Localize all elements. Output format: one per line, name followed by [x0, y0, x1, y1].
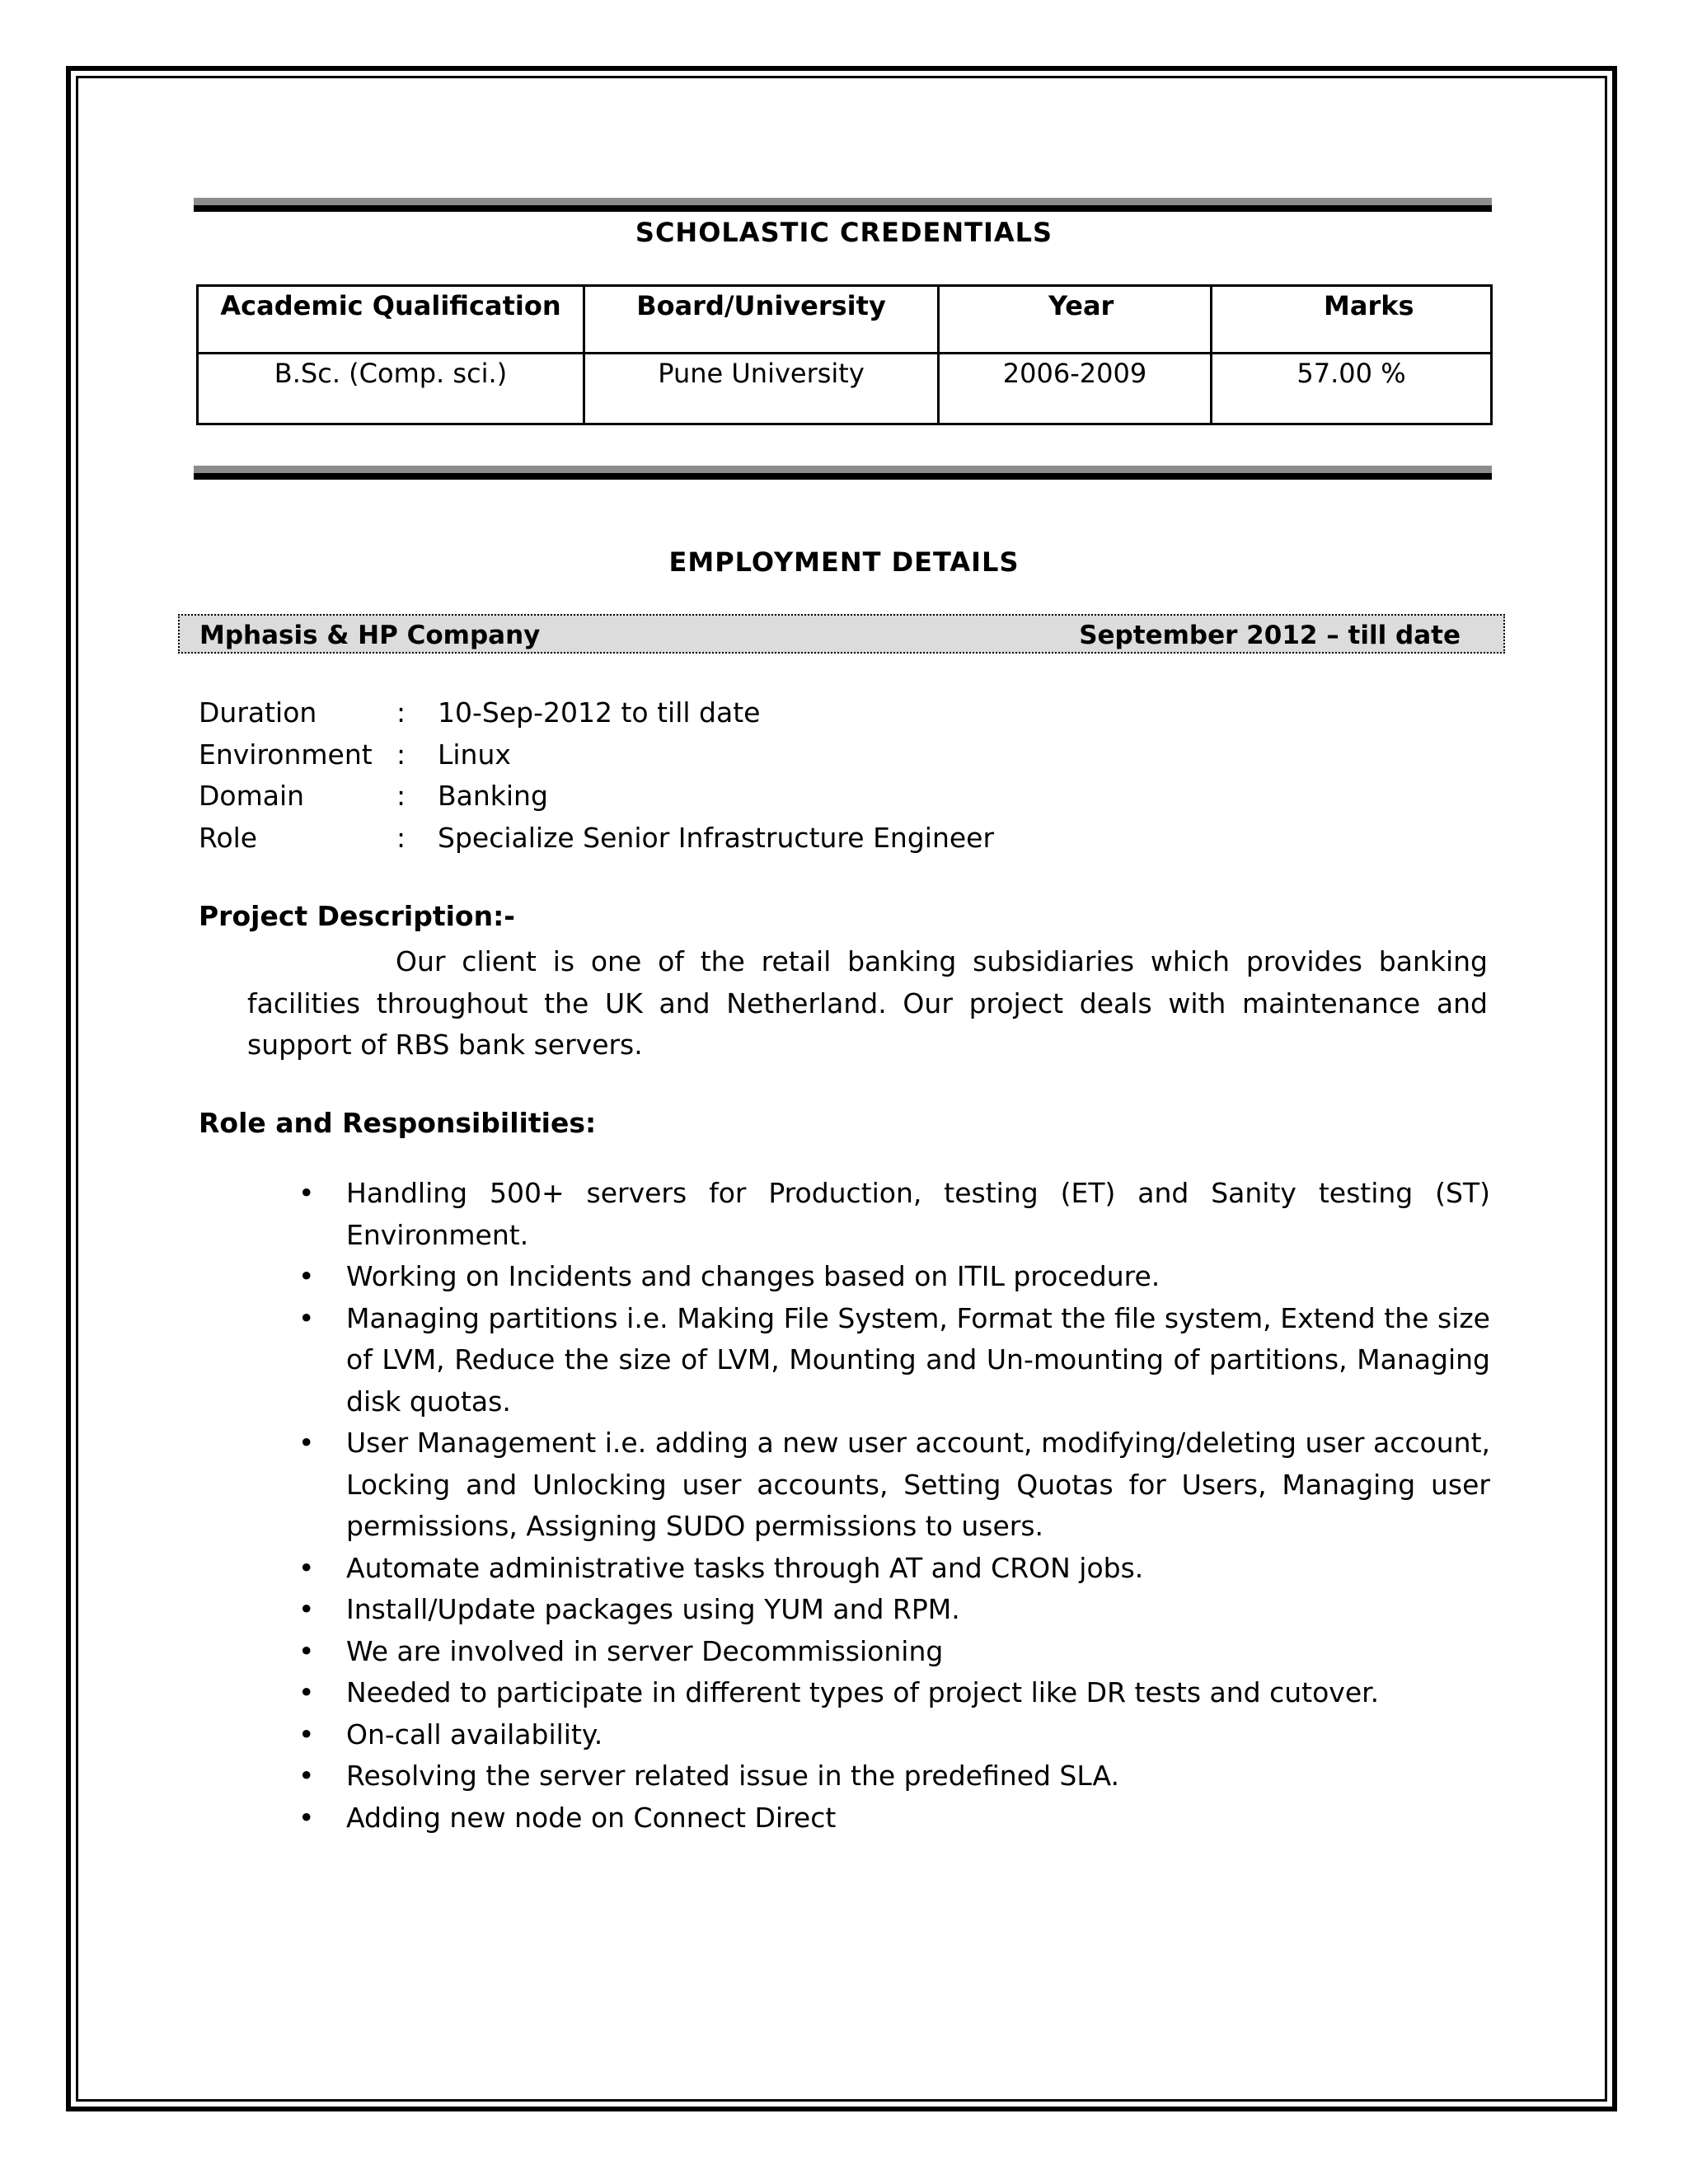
- bullet-icon: •: [298, 1634, 315, 1667]
- list-item: [298, 1631, 1490, 1673]
- responsibility-text: Automate administrative tasks through AT and CRON jobs.: [346, 1551, 1144, 1584]
- responsibility-text: Install/Update packages using YUM and RPM.: [346, 1593, 960, 1625]
- bullet-icon: •: [298, 1801, 315, 1834]
- list-item: [298, 1298, 1490, 1423]
- detail-value: 10-Sep-2012 to till date: [438, 696, 761, 729]
- responsibility-text: Adding new node on Connect Direct: [346, 1801, 837, 1834]
- responsibility-text: Working on Incidents and changes based on ITIL procedure.: [346, 1260, 1160, 1292]
- responsibility-text: On-call availability.: [346, 1718, 603, 1750]
- detail-colon: :: [396, 738, 406, 771]
- company-bar: [178, 614, 1505, 654]
- list-item: [298, 1797, 1490, 1840]
- table-row: [198, 354, 1492, 424]
- responsibility-text: User Management i.e. adding a new user account, modifying/deleting user account, Locking and Unlocking user accounts, Setting Quotas for Users, Managing user permissions, Assigning SUDO permissions to users.: [346, 1427, 1490, 1542]
- bullet-icon: •: [298, 1177, 315, 1209]
- employment-period: September 2012 – till date: [1079, 621, 1461, 650]
- col-header-year: Year: [939, 286, 1212, 354]
- col-header-board: Board/University: [584, 286, 939, 354]
- detail-colon: :: [396, 696, 406, 729]
- responsibility-text: Needed to participate in different types of project like DR tests and cutover.: [346, 1676, 1380, 1708]
- detail-label: Role: [199, 821, 258, 854]
- section-rule-top: [194, 198, 1492, 213]
- cell-year: 2006-2009: [939, 354, 1212, 424]
- bullet-icon: •: [298, 1676, 315, 1708]
- detail-colon: :: [396, 821, 406, 854]
- table-header-row: [198, 286, 1492, 354]
- list-item: [298, 1589, 1490, 1631]
- scholastic-heading: SCHOLASTIC CREDENTIALS: [635, 217, 1053, 248]
- bullet-icon: •: [298, 1760, 315, 1792]
- bullet-icon: •: [298, 1718, 315, 1750]
- col-header-marks: Marks: [1212, 286, 1492, 354]
- project-description-heading: Project Description:-: [199, 900, 515, 932]
- responsibilities-list: [298, 1173, 1490, 1839]
- employment-heading: EMPLOYMENT DETAILS: [668, 546, 1020, 578]
- bullet-icon: •: [298, 1551, 315, 1584]
- scholastic-table: [196, 284, 1493, 425]
- detail-label: Environment: [199, 738, 373, 771]
- cell-board: Pune University: [584, 354, 939, 424]
- section-rule-middle: [194, 466, 1492, 480]
- project-description-text: Our client is one of the retail banking subsidiaries which provides banking facilities throughout the UK and Netherland. Our project deals with maintenance and support of RBS bank servers.: [247, 945, 1488, 1061]
- list-item: [298, 1256, 1490, 1298]
- list-item: [298, 1548, 1490, 1590]
- responsibilities-heading: Role and Responsibilities:: [199, 1107, 597, 1139]
- company-name: Mphasis & HP Company: [199, 621, 541, 650]
- responsibility-text: Handling 500+ servers for Production, testing (ET) and Sanity testing (ST) Environment.: [346, 1177, 1490, 1251]
- list-item: [298, 1755, 1490, 1797]
- detail-value: Linux: [438, 738, 511, 771]
- responsibility-text: Managing partitions i.e. Making File System, Format the file system, Extend the size of LVM, Reduce the size of LVM, Mounting and Un-mounting of partitions, Managing disk quotas.: [346, 1301, 1490, 1418]
- detail-value: Banking: [438, 780, 548, 812]
- col-header-qualification: Academic Qualification: [198, 286, 584, 354]
- list-item: [298, 1672, 1490, 1714]
- cell-qualification: B.Sc. (Comp. sci.): [198, 354, 584, 424]
- detail-label: Domain: [199, 780, 305, 812]
- detail-value: Specialize Senior Infrastructure Engineer: [438, 821, 995, 854]
- bullet-icon: •: [298, 1427, 315, 1459]
- responsibility-text: Resolving the server related issue in the predefined SLA.: [346, 1760, 1120, 1792]
- bullet-icon: •: [298, 1593, 315, 1625]
- bullet-icon: •: [298, 1301, 315, 1334]
- list-item: [298, 1173, 1490, 1256]
- bullet-icon: •: [298, 1260, 315, 1292]
- list-item: [298, 1714, 1490, 1756]
- detail-colon: :: [396, 780, 406, 812]
- list-item: [298, 1422, 1490, 1548]
- cell-marks: 57.00 %: [1212, 354, 1492, 424]
- responsibility-text: We are involved in server Decommissioning: [346, 1634, 944, 1667]
- detail-label: Duration: [199, 696, 317, 729]
